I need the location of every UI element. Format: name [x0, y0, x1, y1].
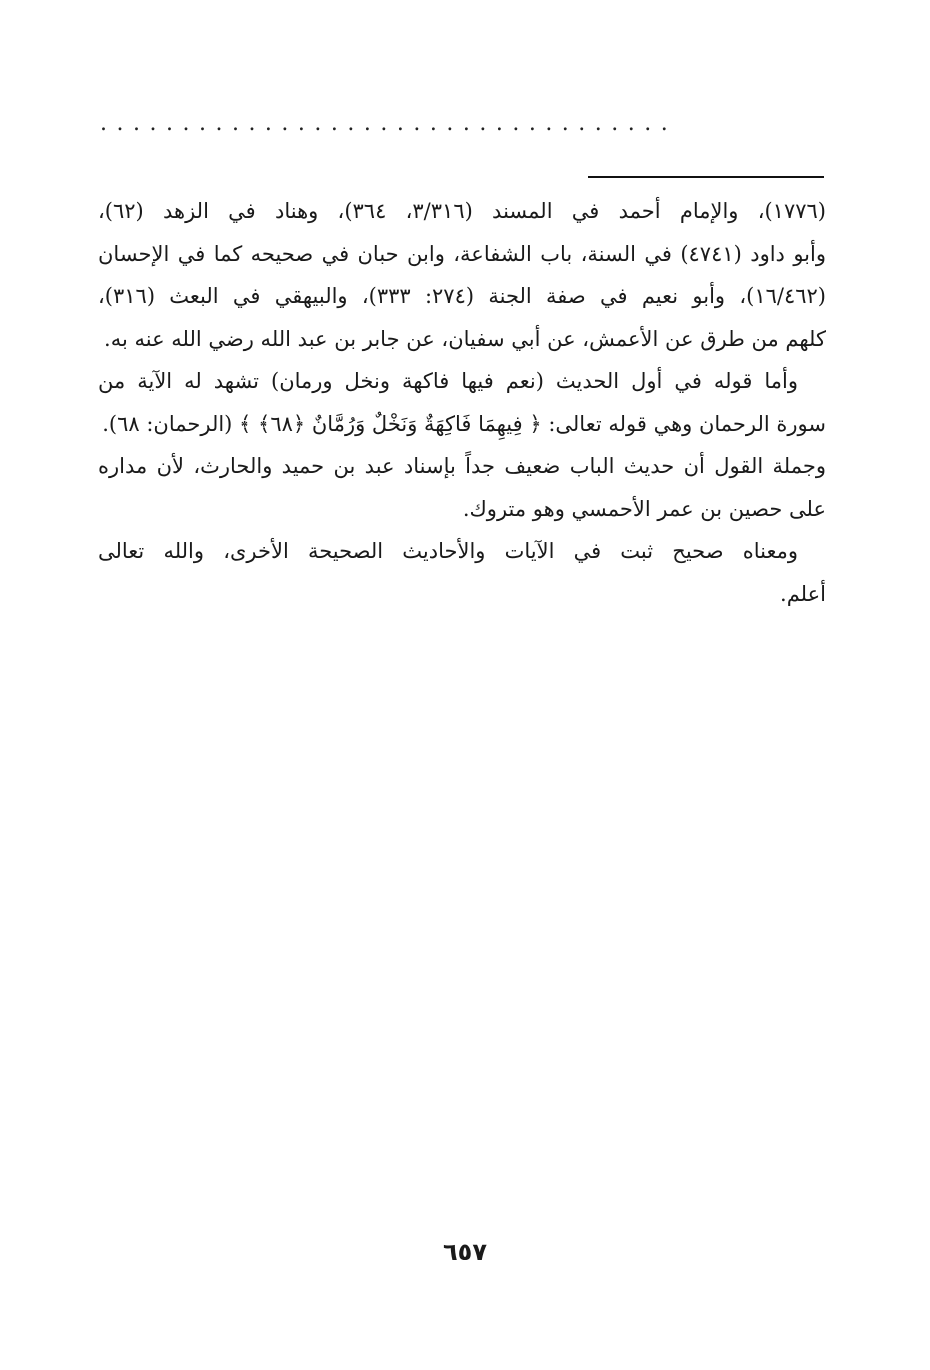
page-text	[98, 190, 826, 615]
dotted-separator: ...................................	[100, 112, 678, 136]
footnote-line: (١٦/٤٦٢)، وأبو نعيم في صفة الجنة (٢٧٤: ٣٣٣)، والبيهقي في البعث (٣١٦)،	[98, 284, 826, 308]
footnote-line: (١٧٧٦)، والإمام أحمد في المسند (٣/٣١٦، ٣٦٤)، وهناد في الزهد (٦٢)،	[98, 199, 826, 223]
footnote-line: كلهم من طرق عن الأعمش، عن أبي سفيان، عن جابر بن عبد الله رضي الله عنه به.	[104, 326, 826, 351]
paragraph-line: وجملة القول أن حديث الباب ضعيف جداً بإسناد عبد بن حميد والحارث، لأن مداره	[98, 454, 826, 478]
paragraph-line: على حصين بن عمر الأحمسي وهو متروك.	[462, 496, 826, 521]
paragraph-line: سورة الرحمان وهي قوله تعالى: ﴿ فِيهِمَا فَاكِهَةٌ وَنَخْلٌ وَرُمَّانٌ ﴿٦٨﴾ ﴾ (الرحمان: ٦٨).	[102, 411, 826, 436]
page-number: ٦٥٧	[443, 1238, 487, 1266]
footnote-rule	[588, 176, 824, 178]
paragraph-line: ومعناه صحيح ثبت في الآيات والأحاديث الصحيحة الأخرى، والله تعالى	[98, 539, 798, 563]
paragraph-line: أعلم.	[780, 581, 826, 606]
footnote-line: وأبو داود (٤٧٤١) في السنة، باب الشفاعة، وابن حبان في صحيحه كما في الإحسان	[98, 241, 826, 266]
paragraph-line: وأما قوله في أول الحديث (نعم فيها فاكهة ونخل ورمان) تشهد له الآية من	[98, 369, 798, 393]
